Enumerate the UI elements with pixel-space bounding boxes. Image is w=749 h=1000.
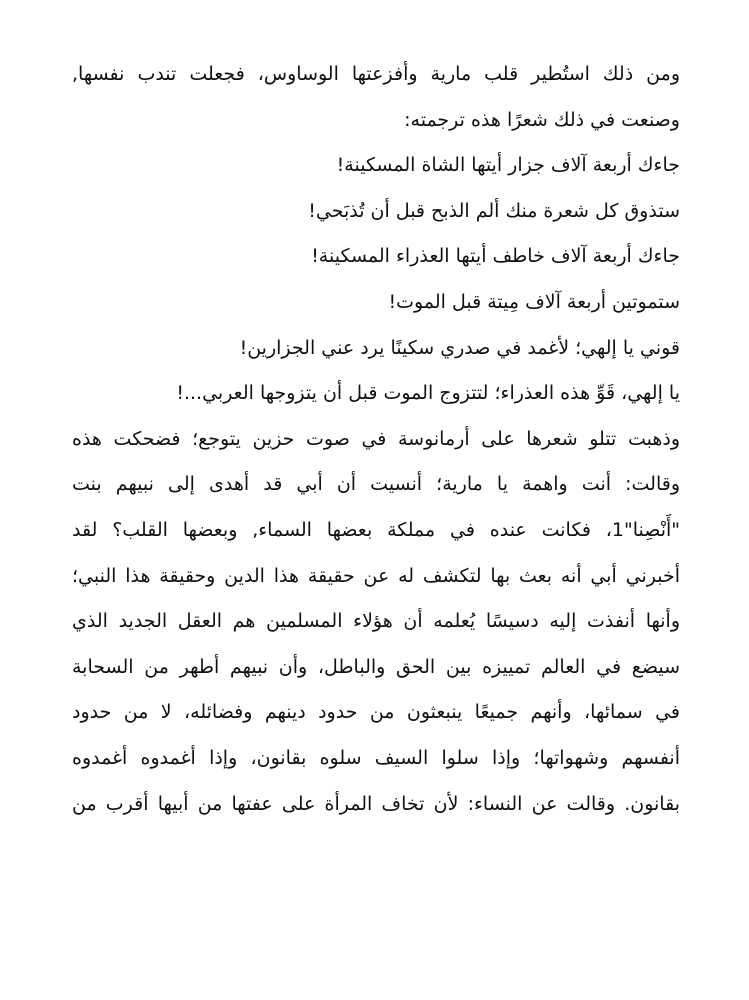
paragraph-line: سيضع في العالم تمييزه بين الحق والباطل، وأن نبيهم أطهر من السحابة (72, 655, 680, 678)
paragraph-line: وقالت: أنت واهمة يا مارية؛ أنسيت أن أبي قد أهدى إلى نبيهم بنت (72, 473, 680, 496)
poem-line: قوني يا إلهي؛ لأغمد في صدري سكينًا يرد عني الجزارين! (239, 336, 680, 359)
paragraph-line: وذهبت تتلو شعرها على أرمانوسة في صوت حزين يتوجع؛ فضحكت هذه (72, 427, 680, 450)
poem-line: يا إلهي، قَوِّ هذه العذراء؛ لتتزوج الموت قبل أن يتزوجها العربي...! (176, 382, 680, 405)
poem-line: ستذوق كل شعرة منك ألم الذبح قبل أن تُذبَحي! (308, 199, 680, 222)
paragraph-line: أنفسهم وشهواتها؛ وإذا سلوا السيف سلوه بقانون، وإذا أغمدوه أغمدوه (72, 746, 680, 769)
paragraph-line: وأنها أنفذت إليه دسيسًا يُعلمه أن هؤلاء المسلمين هم العقل الجديد الذي (72, 610, 680, 633)
paragraph-line: وصنعت في ذلك شعرًا هذه ترجمته: (404, 108, 680, 131)
paragraph-line: "أَنْصِنا"1، فكانت عنده في مملكة بعضها السماء, وبعضها القلب؟ لقد (72, 518, 680, 541)
poem-line: جاءك أربعة آلاف جزار أيتها الشاة المسكينة! (336, 154, 680, 177)
poem-line: جاءك أربعة آلاف خاطف أيتها العذراء المسكينة! (311, 245, 680, 268)
document-body (72, 52, 680, 827)
paragraph-line: في سمائها، وأنهم جميعًا ينبعثون من حدود دينهم وفضائله، لا من حدود (72, 701, 680, 724)
paragraph-line: ومن ذلك استُطير قلب مارية وأفزعتها الوساوس، فجعلت تندب نفسها, (72, 63, 680, 85)
poem-line: ستموتين أربعة آلاف مِيتة قبل الموت! (388, 290, 680, 313)
paragraph-line: أخبرني أبي أنه بعث بها لتكشف له عن حقيقة هذا الدين وحقيقة هذا النبي؛ (72, 564, 680, 587)
paragraph-line: بقانون. وقالت عن النساء: لأن تخاف المرأة على عفتها من أبيها أقرب من (72, 792, 680, 815)
